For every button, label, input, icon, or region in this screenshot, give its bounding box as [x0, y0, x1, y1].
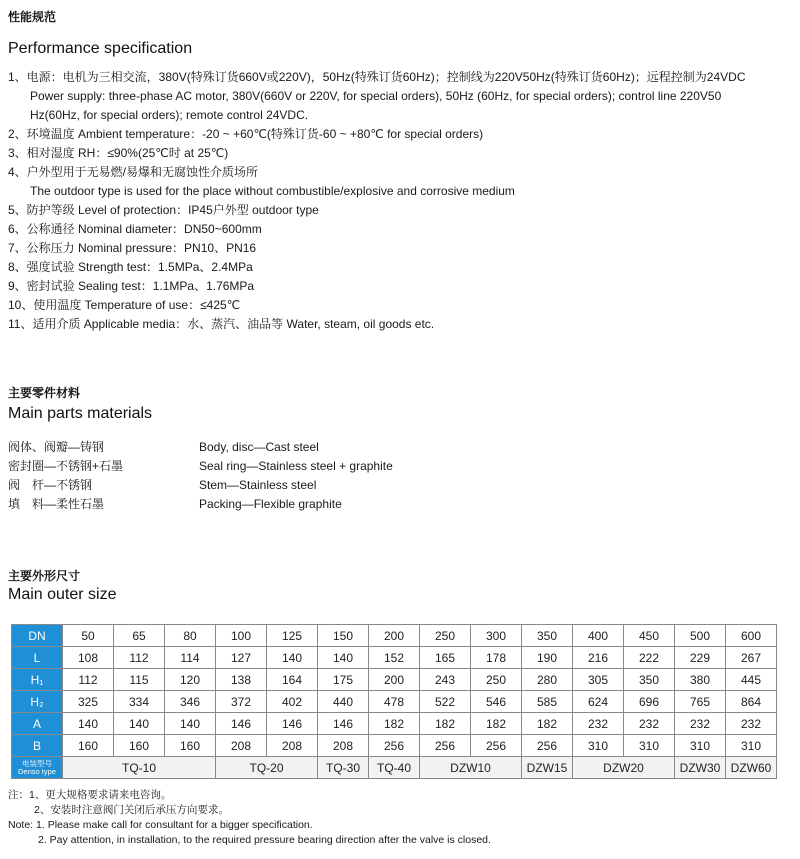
- denso-model-cell: DZW15: [522, 757, 573, 779]
- table-cell: 232: [675, 713, 726, 735]
- table-cell: 50: [63, 625, 114, 647]
- table-cell: 140: [165, 713, 216, 735]
- denso-model-cell: TQ-20: [216, 757, 318, 779]
- table-cell: 200: [369, 625, 420, 647]
- table-cell: 200: [369, 669, 420, 691]
- part-name-cn: 密封圈—不锈钢+石墨: [8, 459, 124, 473]
- size-title-cn: 主要外形尺寸: [8, 569, 81, 583]
- note-en-1: Note: 1. Please make call for consultant for a bigger specification.: [8, 819, 313, 831]
- table-cell: 120: [165, 669, 216, 691]
- table-cell: 864: [726, 691, 777, 713]
- table-cell: 522: [420, 691, 471, 713]
- part-name-cn: 填 料—柔性石墨: [8, 497, 105, 511]
- table-cell: 350: [624, 669, 675, 691]
- table-cell: 445: [726, 669, 777, 691]
- spec-line-power-en-1: Power supply: three-phase AC motor, 380V(660V or 220V, for special orders), 50Hz (60Hz, for special orders); control line 220V50: [30, 89, 722, 103]
- part-name-cn: 阀体、阀瓣—铸钢: [8, 440, 105, 454]
- spec-line-nominal-diameter: 6、公称通径 Nominal diameter：DN50~600mm: [8, 222, 262, 236]
- parts-row: [8, 457, 393, 476]
- table-cell: 190: [522, 647, 573, 669]
- table-cell: 765: [675, 691, 726, 713]
- parts-row: [8, 476, 393, 495]
- spec-line-strength-test: 8、强度试验 Strength test：1.5MPa、2.4MPa: [8, 260, 253, 274]
- table-cell: 152: [369, 647, 420, 669]
- table-cell: 114: [165, 647, 216, 669]
- denso-model-cell: TQ-30: [318, 757, 369, 779]
- table-cell: 346: [165, 691, 216, 713]
- table-cell: 112: [114, 647, 165, 669]
- table-cell: 250: [471, 669, 522, 691]
- table-cell: 216: [573, 647, 624, 669]
- table-row-b: [12, 735, 777, 757]
- note-en-2: 2. Pay attention, in installation, to the required pressure bearing direction after the valve is closed.: [38, 834, 491, 846]
- table-cell: 400: [573, 625, 624, 647]
- table-cell: 208: [267, 735, 318, 757]
- table-cell: 696: [624, 691, 675, 713]
- table-cell: 160: [165, 735, 216, 757]
- table-cell: 600: [726, 625, 777, 647]
- table-cell: 267: [726, 647, 777, 669]
- table-cell: 125: [267, 625, 318, 647]
- table-cell: 243: [420, 669, 471, 691]
- table-cell: 182: [369, 713, 420, 735]
- part-name-en: Seal ring—Stainless steel + graphite: [199, 459, 393, 473]
- parts-title-en: Main parts materials: [8, 405, 153, 422]
- table-cell: 146: [318, 713, 369, 735]
- table-cell: 232: [624, 713, 675, 735]
- row-label-l: L: [12, 647, 63, 669]
- note-cn-2: 2、安装时注意阀门关闭后承压方向要求。: [34, 804, 229, 816]
- row-label-denso-type: [12, 757, 63, 779]
- table-cell: 232: [573, 713, 624, 735]
- table-cell: 310: [726, 735, 777, 757]
- table-cell: 108: [63, 647, 114, 669]
- table-cell: 350: [522, 625, 573, 647]
- table-row-a: [12, 713, 777, 735]
- dimensions-table: [11, 624, 777, 779]
- table-cell: 380: [675, 669, 726, 691]
- table-cell: 585: [522, 691, 573, 713]
- parts-title-cn: 主要零件材料: [8, 386, 81, 400]
- spec-line-outdoor-cn: 4、户外型用于无易燃/易爆和无腐蚀性介质场所: [8, 165, 259, 179]
- performance-title-en: Performance specification: [8, 40, 193, 57]
- parts-row: [8, 438, 393, 457]
- part-name-en: Body, disc—Cast steel: [199, 440, 319, 454]
- notes: [8, 788, 491, 848]
- table-row-dn: [12, 625, 777, 647]
- table-cell: 208: [318, 735, 369, 757]
- table-cell: 372: [216, 691, 267, 713]
- table-cell: 165: [420, 647, 471, 669]
- table-cell: 624: [573, 691, 624, 713]
- denso-type-label-en: Denso type: [18, 766, 56, 776]
- spec-line-sealing-test: 9、密封试验 Sealing test：1.1MPa、1.76MPa: [8, 279, 255, 293]
- table-cell: 280: [522, 669, 573, 691]
- spec-line-ambient-temperature: 2、环境温度 Ambient temperature：-20 ~ +60℃(特殊订货-60 ~ +80℃ for special orders): [8, 127, 484, 141]
- table-cell: 178: [471, 647, 522, 669]
- row-label-dn: DN: [12, 625, 63, 647]
- table-cell: 300: [471, 625, 522, 647]
- size-title-en: Main outer size: [8, 586, 117, 603]
- table-cell: 65: [114, 625, 165, 647]
- table-cell: 256: [471, 735, 522, 757]
- table-cell: 140: [114, 713, 165, 735]
- spec-line-power-cn: 1、电源：电机为三相交流，380V(特殊订货660V或220V)，50Hz(特殊订货60Hz)；控制线为220V50Hz(特殊订货60Hz)；远程控制为24VDC: [8, 70, 746, 84]
- table-cell: 325: [63, 691, 114, 713]
- spec-line-power-en-2: Hz(60Hz, for special orders); remote control 24VDC.: [30, 108, 309, 122]
- table-cell: 450: [624, 625, 675, 647]
- table-cell: 182: [522, 713, 573, 735]
- spec-line-nominal-pressure: 7、公称压力 Nominal pressure：PN10、PN16: [8, 241, 257, 255]
- table-cell: 127: [216, 647, 267, 669]
- table-row-h2: [12, 691, 777, 713]
- denso-model-cell: DZW60: [726, 757, 777, 779]
- table-cell: 440: [318, 691, 369, 713]
- spec-line-humidity: 3、相对湿度 RH：≤90%(25℃时 at 25℃): [8, 146, 229, 160]
- table-cell: 100: [216, 625, 267, 647]
- row-label-b: B: [12, 735, 63, 757]
- performance-spec-list: [8, 68, 798, 334]
- table-cell: 140: [267, 647, 318, 669]
- row-label-h2: H₂: [12, 691, 63, 713]
- table-cell: 310: [675, 735, 726, 757]
- table-cell: 256: [420, 735, 471, 757]
- table-cell: 182: [471, 713, 522, 735]
- parts-row: [8, 495, 393, 514]
- table-cell: 138: [216, 669, 267, 691]
- table-cell: 175: [318, 669, 369, 691]
- performance-title-cn: 性能规范: [8, 10, 57, 24]
- denso-type-label-cn: 电装型号: [22, 758, 52, 768]
- row-label-a: A: [12, 713, 63, 735]
- spec-line-applicable-media: 11、适用介质 Applicable media：水、蒸汽、油品等 Water, steam, oil goods etc.: [8, 317, 435, 331]
- table-row-h1: [12, 669, 777, 691]
- table-cell: 140: [318, 647, 369, 669]
- table-cell: 222: [624, 647, 675, 669]
- table-cell: 256: [369, 735, 420, 757]
- spec-line-protection: 5、防护等级 Level of protection：IP45户外型 outdoor type: [8, 203, 319, 217]
- denso-model-cell: DZW20: [573, 757, 675, 779]
- table-cell: 160: [114, 735, 165, 757]
- table-cell: 478: [369, 691, 420, 713]
- table-cell: 146: [267, 713, 318, 735]
- part-name-en: Stem—Stainless steel: [199, 478, 317, 492]
- denso-model-cell: TQ-40: [369, 757, 420, 779]
- spec-line-temperature-of-use: 10、使用温度 Temperature of use：≤425℃: [8, 298, 241, 312]
- table-cell: 232: [726, 713, 777, 735]
- table-cell: 310: [624, 735, 675, 757]
- table-cell: 146: [216, 713, 267, 735]
- table-cell: 160: [63, 735, 114, 757]
- spec-line-outdoor-en: The outdoor type is used for the place without combustible/explosive and corrosive medium: [30, 184, 515, 198]
- table-cell: 546: [471, 691, 522, 713]
- table-cell: 182: [420, 713, 471, 735]
- part-name-cn: 阀 杆—不锈钢: [8, 478, 93, 492]
- table-cell: 500: [675, 625, 726, 647]
- table-cell: 402: [267, 691, 318, 713]
- table-cell: 229: [675, 647, 726, 669]
- table-cell: 140: [63, 713, 114, 735]
- table-cell: 334: [114, 691, 165, 713]
- note-cn-1: 注：1、更大规格要求请来电咨询。: [8, 789, 172, 801]
- table-cell: 80: [165, 625, 216, 647]
- denso-model-cell: TQ-10: [63, 757, 216, 779]
- denso-model-cell: DZW10: [420, 757, 522, 779]
- table-row-l: [12, 647, 777, 669]
- table-cell: 305: [573, 669, 624, 691]
- table-cell: 250: [420, 625, 471, 647]
- parts-list: [8, 438, 393, 514]
- table-cell: 164: [267, 669, 318, 691]
- table-cell: 150: [318, 625, 369, 647]
- denso-model-cell: DZW30: [675, 757, 726, 779]
- table-cell: 208: [216, 735, 267, 757]
- table-cell: 112: [63, 669, 114, 691]
- row-label-h1: H₁: [12, 669, 63, 691]
- table-row-denso-type: [12, 757, 777, 779]
- table-cell: 310: [573, 735, 624, 757]
- table-cell: 115: [114, 669, 165, 691]
- part-name-en: Packing—Flexible graphite: [199, 497, 342, 511]
- table-cell: 256: [522, 735, 573, 757]
